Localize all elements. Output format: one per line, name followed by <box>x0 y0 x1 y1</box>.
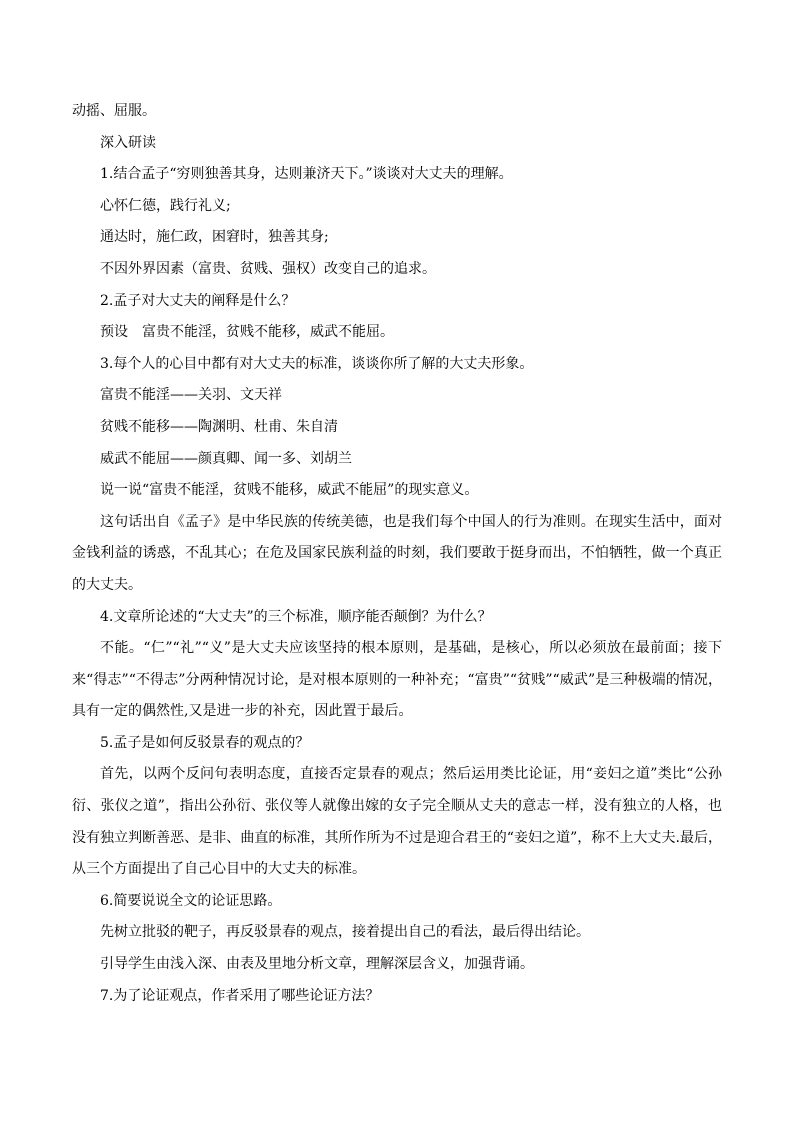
answer-line: 心怀仁德，践行礼义; <box>100 197 231 214</box>
answer-line: 富贵不能淫——关羽、文天祥 <box>100 387 282 404</box>
answer-line: 预设 富贵不能淫，贫贱不能移，威武不能屈。 <box>100 324 394 341</box>
answer-line: 不因外界因素（富贵、贫贱、强权）改变自己的追求。 <box>100 260 436 277</box>
question-7: 7.为了论证观点，作者采用了哪些论证方法？ <box>100 987 380 1004</box>
answer-line: 引导学生由浅入深、由表及里地分析文章，理解深层含义，加强背诵。 <box>100 956 534 973</box>
answer-line: 贫贱不能移——陶渊明、杜甫、朱自清 <box>100 418 338 435</box>
answer-line: 先树立批驳的靶子，再反驳景春的观点，接着提出自己的看法，最后得出结论。 <box>100 924 590 941</box>
question-6: 6.简要说说全文的论证思路。 <box>100 892 282 909</box>
section-heading: 深入研读 <box>100 134 156 151</box>
question-1: 1.结合孟子“穷则独善其身，达则兼济天下。”谈谈对大丈夫的理解。 <box>100 166 513 183</box>
answer-paragraph: 不能。“仁”“礼”“义”是大丈夫应该坚持的根本原则，是基础，是核心，所以必须放在最前面；接下来“得志”“不得志”分两种情况讨论，是对根本原则的一种补充；“富贵”“贫贱”“威武”是三种极端的情况，具有一定的偶然性,又是进一步的补充，因此置于最后。 <box>72 640 722 720</box>
answer-line: 威武不能屈——颜真卿、闻一多、刘胡兰 <box>100 450 352 467</box>
answer-paragraph: 首先，以两个反问句表明态度，直接否定景春的观点；然后运用类比论证，用“妾妇之道”类比“公孙衍、张仪之道”，指出公孙衍、张仪等人就像出嫁的女子完全顺从丈夫的意志一样，没有独立的人格，也没有独立判断善恶、是非、曲直的标准，其所作所为不过是迎合君王的“妾妇之道”，称不上大丈夫.最后，从三个方面提出了自己心目中的大丈夫的标准。 <box>72 766 722 878</box>
question-5: 5.孟子是如何反驳景春的观点的？ <box>100 734 310 751</box>
question-4: 4.文章所论述的“大丈夫”的三个标准，顺序能否颠倒？为什么？ <box>100 608 492 625</box>
question-3: 3.每个人的心目中都有对大丈夫的标准，谈谈你所了解的大丈夫形象。 <box>100 355 534 372</box>
document-page <box>72 96 722 1012</box>
answer-paragraph: 这句话出自《孟子》是中华民族的传统美德，也是我们每个中国人的行为准则。在现实生活中，面对金钱利益的诱惑，不乱其心；在危及国家民族利益的时刻，我们要敢于挺身而出，不怕牺牲，做一个真正的大丈夫。 <box>72 513 722 593</box>
question-2: 2.孟子对大丈夫的阐释是什么？ <box>100 292 296 309</box>
answer-line: 通达时，施仁政，困窘时，独善其身; <box>100 229 329 246</box>
text-line: 动摇、屈服。 <box>72 103 156 119</box>
sub-question: 说一说“富贵不能淫，贫贱不能移，威武不能屈”的现实意义。 <box>100 482 479 499</box>
